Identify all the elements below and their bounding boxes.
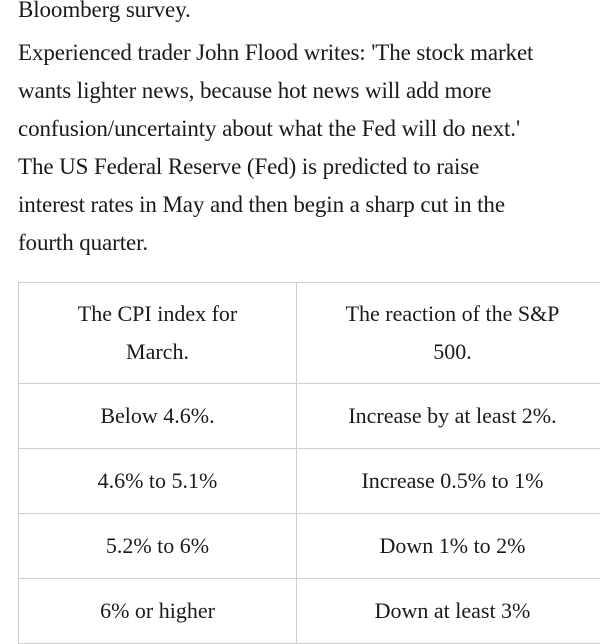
article-line: interest rates in May and then begin a sharp cut in the	[18, 186, 505, 224]
header-cell-cpi	[19, 283, 297, 384]
header-text-line: 500.	[303, 333, 600, 371]
table-header-row	[19, 283, 600, 384]
cpi-cell: 5.2% to 6%	[19, 514, 297, 579]
header-text-line: March.	[25, 333, 290, 371]
table-row	[19, 514, 600, 579]
header-text-line: The CPI index for	[25, 295, 290, 333]
cpi-cell: 4.6% to 5.1%	[19, 449, 297, 514]
cpi-cell: 6% or higher	[19, 579, 297, 644]
reaction-cell: Down at least 3%	[297, 579, 600, 644]
article-line: Experienced trader John Flood writes: 'The stock market	[18, 34, 533, 72]
article-line: The US Federal Reserve (Fed) is predicted to raise	[18, 148, 479, 186]
article-line: Bloomberg survey.	[18, 0, 191, 29]
reaction-cell: Increase by at least 2%.	[297, 384, 600, 449]
reaction-cell: Down 1% to 2%	[297, 514, 600, 579]
cpi-reaction-table	[18, 282, 582, 644]
header-text-line: The reaction of the S&P	[303, 295, 600, 333]
reaction-cell: Increase 0.5% to 1%	[297, 449, 600, 514]
table-row	[19, 384, 600, 449]
table-row	[19, 579, 600, 644]
header-cell-reaction	[297, 283, 600, 384]
table-row	[19, 449, 600, 514]
article-line: confusion/uncertainty about what the Fed will do next.'	[18, 110, 520, 148]
article-line: fourth quarter.	[18, 224, 148, 262]
article-line: wants lighter news, because hot news will add more	[18, 72, 491, 110]
cpi-cell: Below 4.6%.	[19, 384, 297, 449]
